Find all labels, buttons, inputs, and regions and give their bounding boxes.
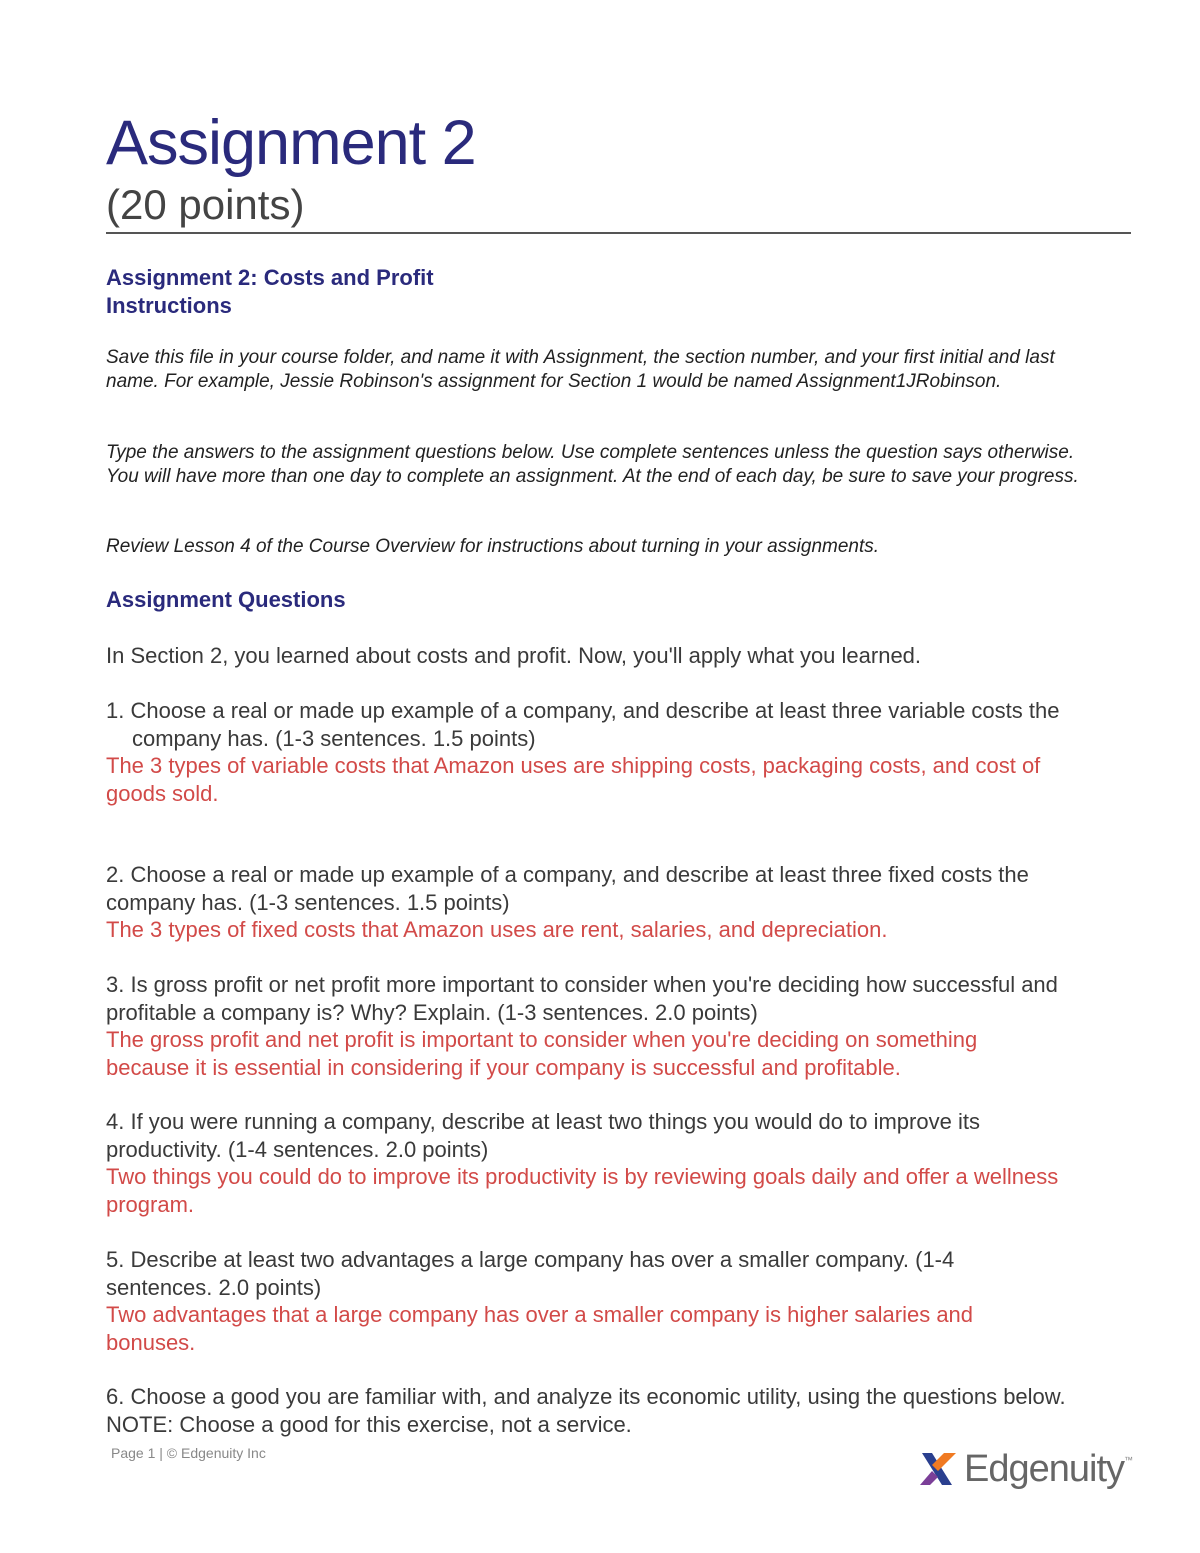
- edgenuity-logo: [920, 1445, 1133, 1493]
- logo-trademark: ™: [1124, 1455, 1134, 1465]
- instruction-paragraph-1: Save this file in your course folder, and name it with Assignment, the section number, and your first initial and last name. For example, Jessie Robinson's assignment for Section 1 would be named Assignment1JRobinson.: [106, 347, 1055, 392]
- question-2-prompt: 2. Choose a real or made up example of a company, and describe at least three fixed costs the company has. (1-3 sentences. 1.5 points): [106, 862, 1029, 915]
- answer-1: The 3 types of variable costs that Amazon uses are shipping costs, packaging costs, and cost of goods sold.: [106, 753, 1041, 806]
- logo-x-stroke-orange: [932, 1453, 956, 1471]
- answer-4: Two things you could do to improve its productivity is by reviewing goals daily and offer a wellness program.: [106, 1164, 1059, 1217]
- question-5-prompt: 5. Describe at least two advantages a large company has over a smaller company. (1-4 sentences. 2.0 points): [106, 1247, 955, 1300]
- answer-5: Two advantages that a large company has over a smaller company is higher salaries and bonuses.: [106, 1302, 974, 1355]
- questions-heading: Assignment Questions: [106, 587, 346, 612]
- answer-2: The 3 types of fixed costs that Amazon uses are rent, salaries, and depreciation.: [106, 917, 888, 942]
- question-3-prompt: 3. Is gross profit or net profit more important to consider when you're deciding how successful and profitable a company is? Why? Explain. (1-3 sentences. 2.0 points): [106, 972, 1058, 1025]
- title-divider: [106, 232, 1131, 234]
- instruction-paragraph-2: Type the answers to the assignment questions below. Use complete sentences unless the question says otherwise. You will have more than one day to complete an assignment. At the end of each day, be sure to save your progress.: [106, 442, 1079, 487]
- question-6-prompt: 6. Choose a good you are familiar with, and analyze its economic utility, using the questions below. NOTE: Choose a good for this exercise, not a service.: [106, 1384, 1066, 1437]
- question-1-prompt: 1. Choose a real or made up example of a company, and describe at least three variable costs the company has. (1-3 sentences. 1.5 points): [106, 698, 1060, 751]
- questions-intro: In Section 2, you learned about costs and profit. Now, you'll apply what you learned.: [106, 643, 922, 668]
- answer-3: The gross profit and net profit is important to consider when you're deciding on something because it is essential in considering if your company is successful and profitable.: [106, 1027, 978, 1080]
- page-title: Assignment 2: [106, 108, 476, 178]
- edgenuity-x-logo-icon: [920, 1449, 964, 1489]
- page-subtitle: (20 points): [106, 181, 305, 228]
- instructions-heading: Assignment 2: Costs and Profit: [106, 265, 434, 290]
- question-4-prompt: 4. If you were running a company, describe at least two things you would do to improve its productivity. (1-4 sentences. 2.0 points): [106, 1109, 980, 1162]
- logo-wordmark: Edgenuity: [964, 1448, 1125, 1490]
- page-footer-label: Page 1 | © Edgenuity Inc: [111, 1445, 266, 1461]
- instruction-paragraph-3: Review Lesson 4 of the Course Overview for instructions about turning in your assignments.: [106, 536, 880, 557]
- instructions-subheading: Instructions: [106, 293, 232, 318]
